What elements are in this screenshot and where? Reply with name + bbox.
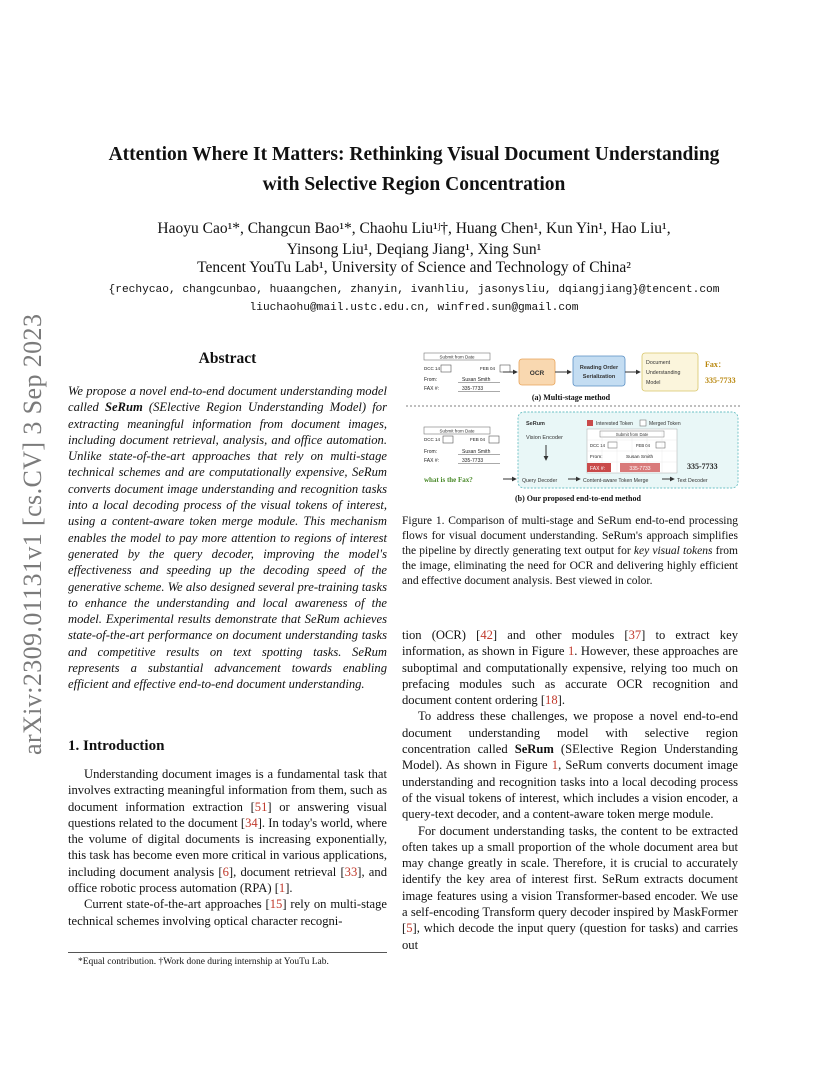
svg-text:From:: From: [424, 377, 438, 383]
svg-text:DCC 14: DCC 14 [590, 443, 605, 448]
email-line-2: liuchaohu@mail.ustc.edu.cn, winfred.sun@gmail.com [249, 302, 579, 314]
svg-text:Susan Smith: Susan Smith [462, 449, 491, 455]
model-name: SeRum [104, 400, 143, 415]
svg-text:Understanding: Understanding [646, 370, 681, 376]
svg-text:Reading Order: Reading Order [579, 365, 619, 371]
document-thumbnail-a [424, 353, 510, 392]
figure-link[interactable]: 1 [568, 644, 575, 659]
legend-merged: Merged Token [649, 421, 681, 427]
svg-text:FAX #:: FAX #: [424, 386, 440, 392]
answer-text: 335-7733 [687, 462, 718, 471]
fax-highlight-label: FAX #: [590, 466, 606, 472]
token-merge-label: Content-aware Token Merge [583, 478, 649, 484]
svg-text:FEB 04: FEB 04 [480, 366, 496, 371]
figure-1 [400, 345, 742, 507]
title-line-1: Attention Where It Matters: Rethinking Visual Document Understanding [108, 144, 720, 165]
paper-title [0, 140, 828, 200]
model-name: SeRum [514, 742, 554, 757]
query-decoder-label: Query Decoder [522, 478, 558, 484]
email-line-1: {rechycao, changcunbao, huaangchen, zhanyin, ivanhliu, jasonysliu, dqiangjiang}@tencent.com [108, 284, 720, 296]
abstract-body [68, 383, 387, 693]
abstract-text-rest: (SElective Region Understanding Model) for extracting meaningful information from document images, including document retrieval, analysis, and office automation. Unlike state-of-the-art approaches that rely on multi-stage technical schemes and are computationally expensive, SeRum converts document image understanding and recognition tasks into a local decoding process of the visual tokens of interest, using a content-aware token merge module. This mechanism enables the model to pay more attention to regions of interest generated by the query decoder, improving the model's effectiveness and speeding up the decoding speed of the generative scheme. We also designed several pre-training tasks to enhance the understanding and local awareness of the model. Experimental results demonstrate that SeRum achieves state-of-the-art performance on document understanding tasks and competitive results on text spotting tasks. SeRum represents a substantial advancement towards enabling efficient and effective end-to-end document understanding. [68, 400, 387, 692]
svg-text:From:: From: [590, 455, 603, 460]
serum-model-box [518, 412, 738, 488]
document-understanding-box [642, 353, 698, 391]
citation-link[interactable]: 42 [480, 628, 493, 642]
document-thumbnail-b [424, 427, 500, 464]
affiliation: Tencent YouTu Lab¹, University of Science and Technology of China² [197, 259, 631, 276]
ocr-box [519, 359, 555, 385]
citation-link[interactable]: 34 [245, 815, 258, 830]
arxiv-stamp [16, 295, 50, 755]
author-emails [0, 281, 828, 317]
citation-link[interactable]: 1 [278, 881, 286, 896]
caption-emphasis: key visual tokens [633, 545, 713, 557]
author-list [60, 218, 768, 260]
svg-text:FEB 04: FEB 04 [636, 443, 650, 448]
fax-answer-label: Fax： [705, 360, 726, 369]
paragraph: Understanding document images is a fundamental task that involves extracting meaningful information from them, such as document information extraction [51] or answering visual questions related to the document [34]. In today's world, where the volume of digital documents is increasing exponentially, this task has become even more critical in various applications, including document analysis [6], document retrieval [33], and office robotic process automation (RPA) [1]. [68, 767, 387, 896]
paragraph: Current state-of-the-art approaches [15] rely on multi-stage technical schemes involving optical character recogni- [68, 897, 387, 928]
text-decoder-label: Text Decoder [677, 478, 708, 484]
citation-link[interactable]: 6 [222, 864, 229, 879]
svg-text:Model: Model [646, 380, 661, 386]
footnote [68, 952, 387, 968]
legend-interested: Interested Token [596, 421, 633, 427]
fax-highlight-value: 335-7733 [629, 466, 651, 472]
svg-text:Susan Smith: Susan Smith [462, 377, 491, 383]
fax-answer-value: 335-7733 [705, 376, 736, 385]
citation-link[interactable]: 37 [628, 628, 642, 642]
svg-text:Serialization: Serialization [582, 374, 616, 380]
arxiv-identifier: arXiv:2309.01131v1 [cs.CV] 3 Sep 2023 [18, 313, 47, 755]
title-line-2: with Selective Region Concentration [262, 174, 566, 195]
svg-text:335-7733: 335-7733 [462, 386, 484, 392]
introduction-body [68, 766, 387, 929]
vision-encoder-label: Vision Encoder [526, 435, 563, 441]
section-heading-introduction: 1. Introduction [68, 738, 165, 754]
caption-a: (a) Multi-stage method [531, 393, 611, 402]
svg-text:Submit from Date: Submit from Date [439, 428, 475, 434]
svg-text:Submit from Date: Submit from Date [615, 432, 649, 437]
figure-link[interactable]: 1 [551, 758, 559, 773]
svg-text:335-7733: 335-7733 [462, 458, 484, 464]
paragraph: tion (OCR) [42] and other modules [37] to extract key information, as shown in Figure 1. However, these approaches are suboptimal and computationally expensive, relying too much on prefacing modules such as accurate OCR recognition and document content ordering [18]. [402, 628, 739, 708]
svg-text:FAX #:: FAX #: [424, 458, 440, 464]
citation-link[interactable]: 33 [344, 864, 358, 879]
svg-text:From:: From: [424, 449, 438, 455]
svg-text:OCR: OCR [529, 370, 545, 377]
figure-caption: Figure 1. Comparison of multi-stage and SeRum end-to-end processing flows for visual document understanding. SeRum's approach simplifies the pipeline by directly generating text output for key visual tokens from the image, eliminating the need for OCR and delivering highly efficient and effective document analysis. Best viewed in color. [402, 515, 738, 587]
paragraph: To address these challenges, we propose a novel end-to-end document understanding model with selective region concentration called SeRum (SElective Region Understanding Model). As shown in Figure 1, SeRum converts document image understanding and recognition tasks into a local decoding process of the visual tokens of interest, which includes a vision encoder, a query-text decoder, and a content-aware token merge module. [402, 709, 738, 822]
reading-order-box [573, 356, 625, 386]
svg-text:Document: Document [646, 360, 671, 366]
authors-line-2: Yinsong Liu¹, Deqiang Jiang¹, Xing Sun¹ [286, 241, 542, 258]
paragraph: For document understanding tasks, the content to be extracted often takes up a small proportion of the whole document area but may change greatly in scale. Therefore, it is crucial to accurately identify the key area of interest first. SeRum extracts document image features using a vision Transformer-based encoder. We use a self-encoding Transform query decoder inspired by MaskFormer [5], which decode the input query (question for tasks) and carries out [402, 823, 738, 952]
citation-link[interactable]: 18 [545, 693, 558, 708]
svg-text:DCC 14: DCC 14 [424, 437, 441, 442]
caption-b: (b) Our proposed end-to-end method [515, 494, 641, 503]
authors-line-1: Haoyu Cao¹*, Changcun Bao¹*, Chaohu Liu¹ʲ†, Huang Chen¹, Kun Yin¹, Hao Liu¹, [157, 220, 671, 237]
svg-text:DCC 14: DCC 14 [424, 366, 441, 371]
svg-text:FEB 04: FEB 04 [470, 437, 486, 442]
abstract-text: We propose a novel end-to-end document understanding model called [68, 384, 387, 415]
citation-link[interactable]: 5 [406, 921, 413, 936]
citation-link[interactable]: 51 [254, 799, 268, 814]
footnote-text: *Equal contribution. †Work done during internship at YouTu Lab. [78, 957, 329, 967]
svg-text:Susan Smith: Susan Smith [626, 455, 654, 460]
svg-text:Submit from Date: Submit from Date [439, 354, 475, 360]
right-column-body [402, 627, 738, 953]
serum-label: SeRum [526, 421, 545, 427]
abstract-heading: Abstract [198, 350, 257, 367]
question-text: what is the Fax? [424, 476, 473, 484]
citation-link[interactable]: 15 [269, 897, 283, 912]
